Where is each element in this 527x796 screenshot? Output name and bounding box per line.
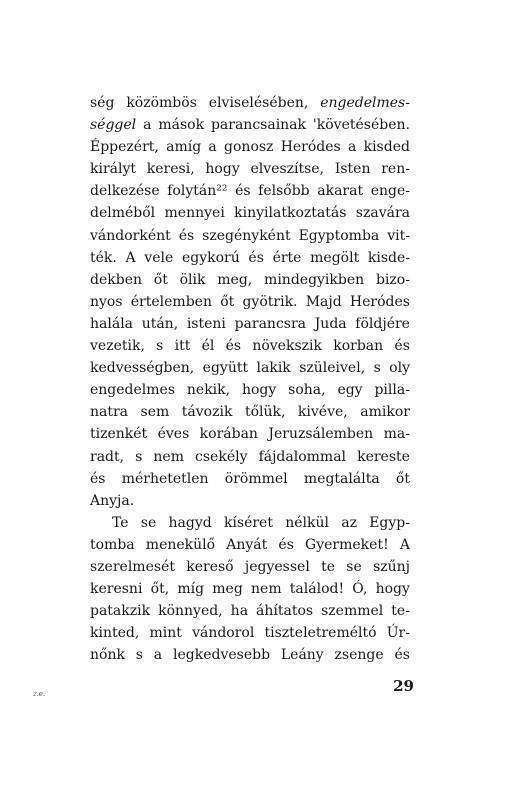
text-line: vezetik, s itt él és növekszik korban és: [90, 338, 410, 355]
text-line: radt, s nem csekély fájdalommal kereste: [90, 448, 410, 465]
text-line: séggel a mások parancsainak 'követésében.: [90, 117, 410, 134]
text-line: dekben őt ölik meg, mindegyikben bizo-: [90, 271, 410, 288]
text-line: patakzik könnyed, ha áhítatos szemmel te-: [90, 603, 410, 620]
text-line: keresni őt, míg meg nem találod! Ó, hogy: [90, 581, 410, 598]
text-line: királyt keresi, hogy elveszítse, Isten ren-: [90, 161, 410, 178]
text-line: Te se hagyd kíséret nélkül az Egyp-: [112, 514, 410, 531]
text-line: Éppezért, amíg a gonosz Heródes a kisded: [90, 139, 410, 156]
text-line: ség közömbös elviselésében, engedelmes-: [90, 95, 410, 111]
margin-scribble: z.e.: [33, 690, 46, 698]
text-line: Anyja.: [90, 492, 135, 509]
text-line: delméből mennyei kinyilatkoztatás szavára: [90, 205, 410, 222]
body-text: [90, 92, 410, 666]
text-line: tizenkét éves korában Jeruzsálemben ma-: [90, 426, 410, 443]
page-number: 29: [393, 677, 414, 695]
text-line: vándorként és szegényként Egyptomba vit-: [90, 227, 410, 244]
text-line: nyos értelemben őt gyötrik. Majd Heródes: [90, 293, 410, 310]
text-line: kinted, mint vándorol tiszteletreméltó Úr-: [90, 625, 410, 642]
text-line: kedvességben, együtt lakik szüleivel, s oly: [90, 360, 410, 377]
text-line: natra sem távozik tőlük, kivéve, amikor: [90, 404, 410, 421]
text-line: ték. A vele egykorú és érte megölt kisde-: [90, 249, 410, 266]
text-line: delkezése folytán²² és felsőbb akarat enge-: [90, 183, 410, 200]
text-line: nőnk s a legkedvesebb Leány zsenge és: [90, 647, 410, 664]
text-line: tomba menekülő Anyát és Gyermeket! A: [90, 536, 410, 553]
text-line: és mérhetetlen örömmel megtalálta őt: [90, 470, 410, 487]
text-line: engedelmes nekik, hogy soha, egy pilla-: [90, 382, 410, 399]
text-line: halála után, isteni parancsra Juda földjére: [90, 315, 410, 332]
text-line: szerelmesét kereső jegyessel te se szűnj: [90, 558, 410, 575]
